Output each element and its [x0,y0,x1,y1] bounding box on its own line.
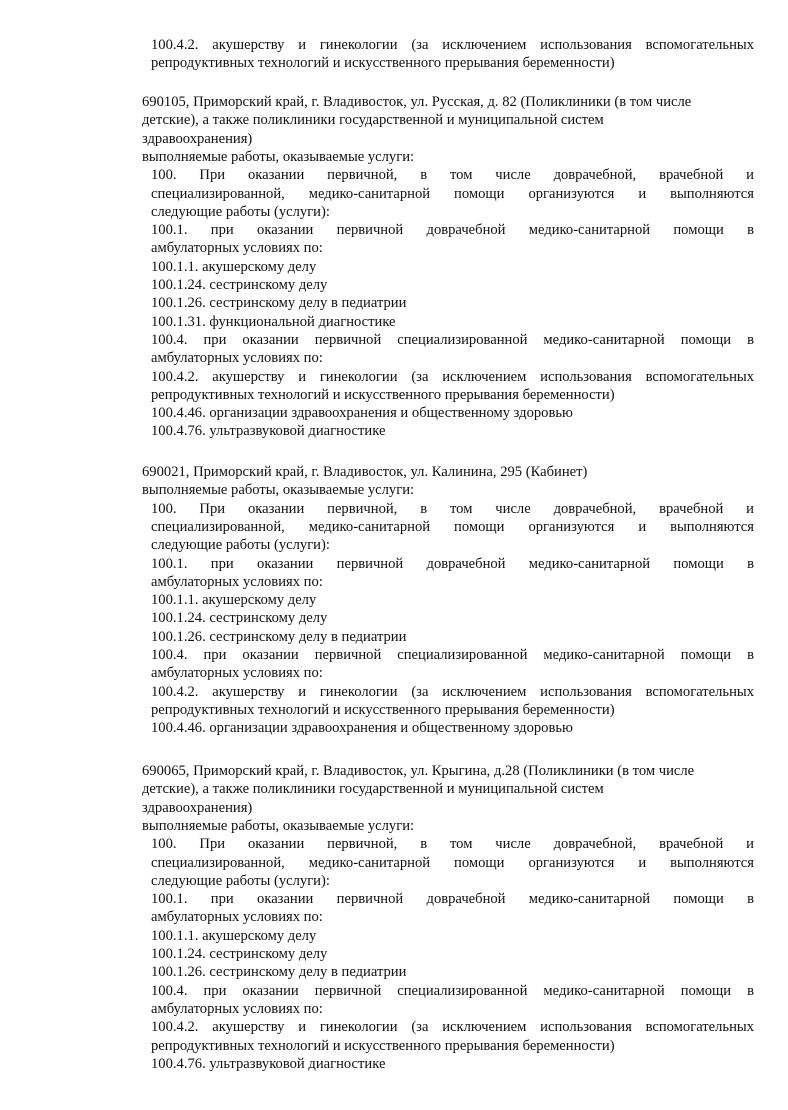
address-line: детские), а также поликлиники государственной и муниципальной систем [142,112,604,129]
service-item-line: 100.1.24. сестринскому делу [151,610,328,627]
service-item-line: 100.4.46. организации здравоохранения и общественному здоровью [151,720,573,737]
service-item-line: 100. При оказании первичной, в том числе доврачебной, врачебной и [151,167,754,184]
service-item-line: 100.1.26. сестринскому делу в педиатрии [151,628,407,645]
service-item-line: репродуктивных технологий и искусственного прерывания беременности) [151,701,615,718]
service-item-line: амбулаторных условиях по: [151,350,323,367]
service-item-line: 100.1.26. сестринскому делу в педиатрии [151,964,407,981]
service-item-line: 100. При оказании первичной, в том числе доврачебной, врачебной и [151,836,754,853]
service-item-line: 100.1. при оказании первичной доврачебной медико-санитарной помощи в [151,555,754,572]
continuation-line-1: 100.4.2. акушерству и гинекологии (за исключением использования вспомогательных [151,37,754,53]
service-item-line: специализированной, медико-санитарной помощи организуются и выполняются [151,854,754,871]
service-item-line: специализированной, медико-санитарной помощи организуются и выполняются [151,518,754,535]
service-item-line: 100.1.24. сестринскому делу [151,277,328,293]
address-line: 690105, Приморский край, г. Владивосток, ул. Русская, д. 82 (Поликлиники (в том числе [142,94,692,110]
service-item-line: 100.1. при оказании первичной доврачебной медико-санитарной помощи в [151,891,754,908]
service-item-line: амбулаторных условиях по: [151,240,323,257]
works-heading: выполняемые работы, оказываемые услуги: [142,482,415,499]
service-item-line: 100.1.31. функциональной диагностике [151,313,396,330]
service-item-line: 100.4.2. акушерству и гинекологии (за исключением использования вспомогательных [151,368,754,385]
service-item-line: следующие работы (услуги): [151,872,330,889]
service-item-line: специализированной, медико-санитарной помощи организуются и выполняются [151,185,754,202]
works-heading: выполняемые работы, оказываемые услуги: [142,817,415,834]
address-line: 690021, Приморский край, г. Владивосток, ул. Калинина, 295 (Кабинет) [142,464,588,480]
service-item-line: 100.4.76. ультразвуковой диагностике [151,1055,386,1072]
works-heading: выполняемые работы, оказываемые услуги: [142,148,415,165]
service-item-line: амбулаторных условиях по: [151,665,323,682]
service-item-line: 100.4. при оказании первичной специализированной медико-санитарной помощи в [151,982,754,999]
service-item-line: репродуктивных технологий и искусственного прерывания беременности) [151,386,615,403]
service-item-line: 100.1. при оказании первичной доврачебной медико-санитарной помощи в [151,222,754,239]
service-item-line: 100.1.1. акушерскому делу [151,258,317,275]
service-item-line: 100.1.26. сестринскому делу в педиатрии [151,295,407,312]
service-item-line: 100.4. при оказании первичной специализированной медико-санитарной помощи в [151,331,754,348]
service-item-line: амбулаторных условиях по: [151,909,323,926]
service-item-line: амбулаторных условиях по: [151,1000,323,1017]
service-item-line: 100. При оказании первичной, в том числе доврачебной, врачебной и [151,500,754,517]
address-line: 690065, Приморский край, г. Владивосток, ул. Крыгина, д.28 (Поликлиники (в том числе [142,763,695,779]
address-line: детские), а также поликлиники государственной и муниципальной систем [142,781,604,798]
service-item-line: следующие работы (услуги): [151,537,330,554]
service-item-line: 100.4.2. акушерству и гинекологии (за исключением использования вспомогательных [151,1019,754,1036]
address-line: здравоохранения) [142,799,253,816]
service-item-line: 100.4.46. организации здравоохранения и общественному здоровью [151,405,573,422]
service-item-line: 100.4. при оказании первичной специализированной медико-санитарной помощи в [151,647,754,663]
service-item-line: 100.1.24. сестринскому делу [151,946,328,962]
service-item-line: 100.4.2. акушерству и гинекологии (за исключением использования вспомогательных [151,683,754,700]
service-item-line: репродуктивных технологий и искусственного прерывания беременности) [151,1037,615,1054]
service-item-line: 100.1.1. акушерскому делу [151,927,317,944]
continuation-line-2: репродуктивных технологий и искусственного прерывания беременности) [151,55,615,71]
service-item-line: следующие работы (услуги): [151,203,330,220]
service-item-line: амбулаторных условиях по: [151,573,323,590]
address-line: здравоохранения) [142,130,253,147]
service-item-line: 100.1.1. акушерскому делу [151,592,317,609]
service-item-line: 100.4.76. ультразвуковой диагностике [151,423,386,440]
